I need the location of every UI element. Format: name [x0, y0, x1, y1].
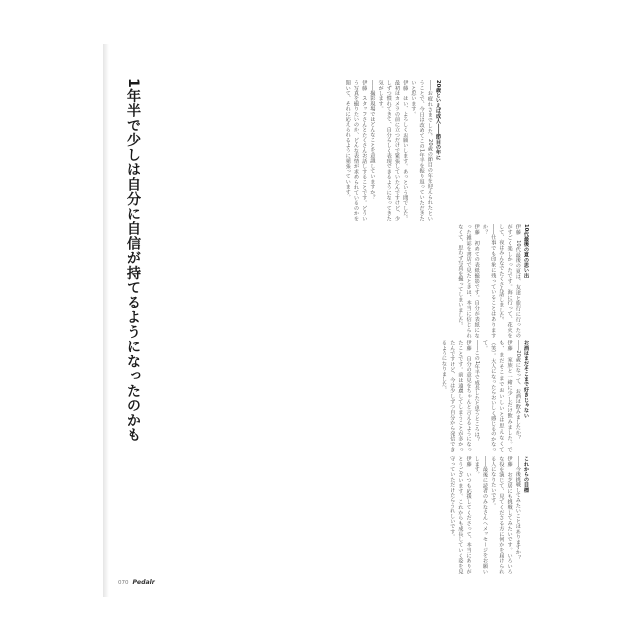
- section-heading: お酒はまだそこまで好きじゃない: [523, 340, 529, 418]
- page-spine-shadow: [103, 44, 109, 597]
- paragraph: ――最後に読者のみなさんへメッセージをお願いします。: [473, 456, 488, 574]
- paragraph: 伊藤 家族と一緒に少しだけ飲みました。でも、まだそこまでおいしいとは思えなくて（笑）。大人になったらおいしく感じるのかなって。: [481, 340, 513, 452]
- paragraph: 伊藤 はい、よろしくお願いします。あっという間でした。最初はカメラの前に立つだけで緊張していたんですけど、少しずつ慣れてきて、自分らしく表現できるようになってきた気がします。: [377, 80, 409, 221]
- paragraph: 伊藤 スタッフさんとたくさんお話しすることです。どういう写真を撮りたいのか、どんな表情が求められているのかを聞いて、それに応えられるように頑張っています。: [344, 80, 368, 221]
- paragraph: ――お疲れさまでした。20歳の節目の年を迎えられたということで、今日は改めてこの1年半を振り返っていただきたいと思います。: [410, 80, 433, 221]
- paragraph: ――撮影現場ではどんなことを意識していますか？: [369, 80, 376, 200]
- page-folio: [118, 579, 155, 586]
- magazine-logo: Pedalr: [132, 579, 155, 586]
- paragraph: 伊藤 自分の意見をちゃんと言えるようになったことです。前は遠慮してしまうことが多かったんですけど、今は少しずつ自分から発信できるようになりました。: [440, 340, 472, 452]
- paragraph: ――今後挑戦してみたいことはありますか？: [514, 456, 521, 560]
- paragraph: ――20歳になって、お酒は飲みましたか？: [514, 340, 521, 441]
- paragraph: ――この1年半で成長したと思うところは？: [473, 340, 480, 443]
- article-text-block: [150, 80, 442, 221]
- section-heading: 20歳といえば成人――節目の年に: [435, 80, 441, 160]
- article-text-block: [150, 340, 530, 452]
- paragraph: 伊藤 10代最後の夏は、友達と旅行に行ったのがすごく楽しかったです。海に行って、花火をして、夜はみんなでたくさん話しました。: [498, 224, 521, 338]
- paragraph: 伊藤 初めての表紙撮影です。自分が表紙になった雑誌を書店で見たときは、本当に信じられなくて、思わず写真を撮ってしまいました。: [457, 224, 480, 338]
- paragraph: 伊藤 お芝居にも挑戦してみたいです。いろいろな役を演じて、見てくださる方に何かを届けられる人になりたいです。: [490, 456, 513, 574]
- page-number: 070: [118, 579, 129, 586]
- article-text-block: [150, 224, 530, 338]
- article-text-block: [150, 456, 530, 574]
- paragraph: ――仕事でも印象に残っていることはありますか？: [481, 224, 497, 338]
- section-heading: 10代最後の夏の思い出: [523, 224, 529, 279]
- article-headline: 1年半で少しは自分に自信が持てるようになったのかも: [125, 78, 141, 443]
- section-heading: これからの目標: [523, 456, 529, 493]
- paragraph: 伊藤 いつも応援してくださって、本当にありがとうございます。これからも成長していく姿を見守っていただけたらうれしいです。: [449, 456, 472, 574]
